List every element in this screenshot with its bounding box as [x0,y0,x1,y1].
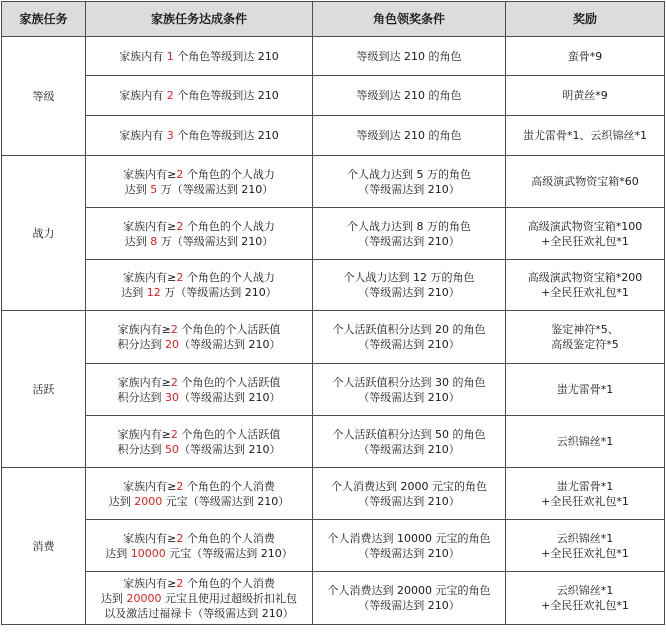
table-row [2,260,665,311]
condition-text: 达到 [124,182,151,196]
condition-line [88,479,310,494]
condition-text: （等级需达到 210） [179,442,281,456]
condition-line [88,390,310,405]
reward-cell [506,260,665,311]
role-line: 等级到达 210 的角色 [356,49,462,63]
condition-count: 2 [176,576,184,590]
condition-count: 2 [176,479,184,493]
role-line: （等级需达到 210） [358,286,460,299]
condition-threshold: 50 [165,442,179,456]
condition-line [88,270,310,285]
table-row [2,416,665,468]
table-row [2,364,665,416]
role-cell [313,311,506,364]
condition-text: 个角色的个人活跃值 [177,375,281,389]
condition-text: 积分达到 [117,390,165,404]
role-line: （等级需达到 210） [358,442,460,456]
table-row [2,76,665,116]
condition-line [88,531,310,546]
condition-line [88,576,310,591]
condition-text: 个角色等级到达 210 [173,129,279,142]
condition-text: 个角色的个人消费 [183,531,275,545]
condition-count: 2 [176,219,184,233]
condition-line [88,182,310,197]
condition-text: 家族内有≥ [123,479,177,493]
reward-line: 明黄丝*9 [562,89,608,102]
condition-line [88,49,310,64]
condition-cell [86,416,313,468]
reward-line: 蚩尤雷骨*1 [556,383,614,396]
header-role: 角色领奖条件 [313,2,506,37]
reward-line: 云织锦丝*1 [556,531,614,545]
condition-count: 2 [170,427,178,441]
reward-cell [506,572,665,625]
condition-threshold: 2000 [134,494,163,508]
condition-text: 个角色的个人战力 [183,167,275,181]
condition-text: 家族内有≥ [117,323,171,336]
condition-line [88,285,310,300]
condition-cell [86,520,313,572]
condition-line [88,128,310,143]
role-cell [313,156,506,208]
role-cell [313,116,506,156]
header-reward: 奖励 [506,2,665,37]
role-cell [313,76,506,116]
table-row [2,156,665,208]
role-line: 个人活跃值积分达到 30 的角色 [332,375,486,389]
condition-text: 个角色的个人活跃值 [177,323,281,336]
condition-text: 以及激活过福禄卡（等级需达到 210） [104,606,294,620]
condition-threshold: 12 [146,286,161,299]
table-row [2,116,665,156]
role-line: 个人战力达到 8 万的角色 [347,219,471,233]
reward-cell [506,76,665,116]
condition-text: 家族内有 [119,89,167,102]
reward-cell [506,311,665,364]
role-line: 个人消费达到 20000 元宝的角色 [327,584,491,597]
reward-cell [506,364,665,416]
condition-text: 个角色等级到达 210 [173,89,279,102]
reward-cell [506,156,665,208]
role-line: 个人消费达到 10000 元宝的角色 [327,531,491,545]
condition-text: 家族内有≥ [117,427,171,441]
reward-cell [506,208,665,260]
role-line: （等级需达到 210） [358,182,460,196]
reward-cell [506,116,665,156]
table-row [2,311,665,364]
condition-line [88,591,310,606]
condition-text: 个角色的个人战力 [183,271,275,284]
role-line: 个人战力达到 5 万的角色 [347,167,471,181]
header-condition: 家族任务达成条件 [86,2,313,37]
condition-text: 达到 [108,494,135,508]
condition-text: 万（等级需达到 210） [157,182,274,196]
condition-cell [86,260,313,311]
condition-text: 万（等级需达到 210） [160,286,277,299]
role-line: （等级需达到 210） [358,494,460,508]
reward-line: +全民狂欢礼包*1 [541,234,629,248]
condition-cell [86,37,313,76]
reward-line: 高级鉴定符*5 [551,338,619,351]
condition-cell [86,572,313,625]
condition-text: 个角色的个人战力 [183,219,275,233]
condition-line [88,427,310,442]
condition-text: 家族内有≥ [123,531,177,545]
reward-line: +全民狂欢礼包*1 [541,546,629,560]
condition-line [88,494,310,509]
reward-cell [506,416,665,468]
condition-count: 2 [170,323,178,336]
condition-line [88,234,310,249]
table-row [2,520,665,572]
condition-text: 积分达到 [117,338,165,351]
condition-text: 个角色的个人消费 [183,576,275,590]
condition-count: 1 [166,49,174,63]
condition-text: 达到 [105,546,131,560]
condition-threshold: 10000 [130,546,166,560]
table-row [2,208,665,260]
condition-line [88,219,310,234]
table-row [2,37,665,76]
condition-cell [86,76,313,116]
role-line: （等级需达到 210） [358,338,460,351]
role-cell [313,208,506,260]
condition-text: 个角色等级到达 210 [173,49,279,63]
condition-threshold: 8 [150,234,158,248]
role-line: 个人战力达到 12 万的角色 [343,271,475,284]
table-row [2,572,665,625]
role-line: 等级到达 210 的角色 [356,129,462,142]
condition-line [88,375,310,390]
reward-line: 云织锦丝*1 [556,435,614,448]
condition-count: 2 [176,531,184,545]
condition-count: 2 [170,375,178,389]
table-row [2,468,665,520]
condition-text: 万（等级需达到 210） [157,234,274,248]
role-line: （等级需达到 210） [358,390,460,404]
condition-line [88,442,310,457]
reward-cell [506,37,665,76]
task-category: 活跃 [2,311,86,468]
condition-line [88,88,310,103]
condition-text: 家族内有≥ [123,271,177,284]
condition-threshold: 20000 [126,591,162,605]
condition-count: 3 [166,129,174,142]
condition-cell [86,311,313,364]
reward-line: +全民狂欢礼包*1 [541,286,629,299]
table-header-row [2,2,665,37]
role-cell [313,260,506,311]
reward-cell [506,520,665,572]
role-cell [313,572,506,625]
reward-line: 高级演武物资宝箱*100 [527,219,643,233]
role-line: （等级需达到 210） [358,546,460,560]
condition-text: 达到 [121,286,147,299]
condition-text: 积分达到 [117,442,165,456]
condition-line [88,606,310,621]
condition-cell [86,116,313,156]
condition-text: 家族内有 [119,129,167,142]
header-task: 家族任务 [2,2,86,37]
role-line: 等级到达 210 的角色 [356,89,462,102]
condition-count: 2 [176,167,184,181]
condition-text: （等级需达到 210） [179,390,281,404]
reward-line: +全民狂欢礼包*1 [541,599,629,612]
condition-text: 家族内有≥ [123,167,177,181]
condition-threshold: 20 [165,338,179,351]
condition-text: 元宝（等级需达到 210） [162,494,290,508]
task-category: 战力 [2,156,86,311]
condition-text: 个角色的个人消费 [183,479,275,493]
condition-text: 元宝且使用过超级折扣礼包 [161,591,297,605]
role-line: 个人活跃值积分达到 20 的角色 [332,323,486,336]
role-line: （等级需达到 210） [358,599,460,612]
role-cell [313,364,506,416]
condition-cell [86,156,313,208]
condition-text: 元宝（等级需达到 210） [165,546,293,560]
reward-cell [506,468,665,520]
task-category: 消费 [2,468,86,625]
condition-line [88,167,310,182]
role-line: 个人活跃值积分达到 50 的角色 [332,427,486,441]
reward-line: 高级演武物资宝箱*200 [527,271,643,284]
task-category: 等级 [2,37,86,156]
reward-line: 蚩尤雷骨*1、云织锦丝*1 [523,129,647,142]
condition-text: 家族内有 [119,49,167,63]
role-cell [313,520,506,572]
condition-text: 达到 [101,591,127,605]
reward-line: 蛮骨*9 [567,49,603,63]
condition-line [88,337,310,352]
condition-text: 个角色的个人活跃值 [177,427,281,441]
condition-threshold: 5 [150,182,158,196]
reward-line: 高级演武物资宝箱*60 [531,175,639,188]
family-task-table [1,1,665,625]
condition-cell [86,468,313,520]
role-cell [313,416,506,468]
condition-count: 2 [176,271,184,284]
condition-text: （等级需达到 210） [179,338,281,351]
condition-text: 家族内有≥ [123,219,177,233]
role-line: 个人消费达到 2000 元宝的角色 [331,479,487,493]
condition-text: 家族内有≥ [117,375,171,389]
role-line: （等级需达到 210） [358,234,460,248]
condition-line [88,322,310,337]
reward-line: 鉴定神符*5、 [551,323,619,336]
reward-line: 蚩尤雷骨*1 [556,479,614,493]
condition-text: 达到 [124,234,151,248]
reward-line: 云织锦丝*1 [556,584,614,597]
condition-text: 家族内有≥ [123,576,177,590]
condition-threshold: 30 [165,390,179,404]
role-cell [313,37,506,76]
condition-count: 2 [166,89,174,102]
condition-cell [86,208,313,260]
condition-cell [86,364,313,416]
condition-line [88,546,310,561]
reward-line: +全民狂欢礼包*1 [541,494,629,508]
role-cell [313,468,506,520]
